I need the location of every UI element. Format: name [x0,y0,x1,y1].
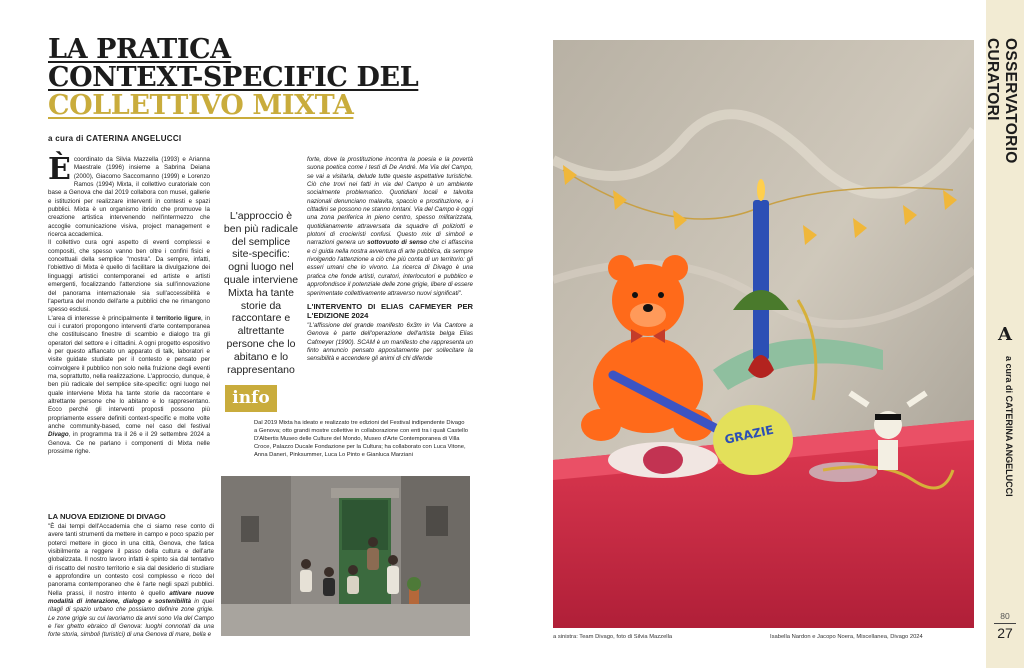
text-bold: territorio ligure [155,314,202,322]
text-run: forte, dove la prostituzione incontra la poesia e la povertà suona poetica come i testi di De André. Ma Via del Campo, se vai a visitarla, delude tutte queste aspettative turistiche. Ciò che trovi nei fatti in via del Campo è un ambiente socialmente problematico. Quotidiani locali e talvolta nazionali denunciano malavita, spaccio e prostituzione, e i cittadini se possono ne stanno lontani. Via del Campo è oggi una zona periferica in pieno centro, spesso militarizzata, quotidianamente attraversata da squadre di poliziotti e plotoni di crocieristi confusi. Questo mix di simboli e narrazioni genera un [307,156,473,247]
sidebar-credit: a cura di CATERINA ANGELUCCI [1004,356,1014,497]
byline: a cura di CATERINA ANGELUCCI [48,134,182,143]
info-box [221,385,472,475]
title-line-1: LA PRATICA [48,34,231,65]
text-italic: in quei ritagli di spazio urbano che possiamo definire zone grigie. Le zone grigie su cui lavoriamo da anni sono Via del Campo e l'ex ghetto ebraico di Genova: luoghi connotati da una forte storia, simboli (turistici) di una Genova di mare, bella e [48,598,214,639]
paragraph-via-del-campo [307,156,473,298]
section-title-vertical: OSSERVATORIO CURATORI [984,38,1019,164]
section-heading-cafmeyer: L'INTERVENTO DI ELIAS CAFMEYER PER L'EDIZIONE 2024 [307,301,473,320]
intro-text: coordinato da Silvia Mazzella (1993) e Arianna Maestrale (1996) insieme a Sabrina Deiana (2000), Giacomo Saccomanno (1999) e Lorenzo Ramos (1994) Mixta, il collettivo curatoriale con base a Genova che dal 2019 collabora con musei, gallerie e istituzioni per realizzare interventi in contesti e spazi pubblici. Mixta è un organismo ibrido che promuove la creazione artistica intervenendo nell'intermezzo che accoglie comunicazione visiva, project management e ricerca accademica. [48,156,210,239]
text-italic-bold: Divago [48,431,69,439]
paragraph-3 [48,315,210,457]
text-run: , in programma tra il 26 e il 29 settembre 2024 a Genova. Ce ne parlano i componenti di Mixta nelle prossime righe. [48,431,210,456]
paragraph-intro [48,152,210,239]
article-title [48,36,418,120]
sidebar [986,0,1024,668]
text-bold: attivare nuove modalità di interazione, dialogo e sostenibilità [48,589,214,606]
info-text: Dal 2019 Mixta ha ideato e realizzato tre edizioni del Festival indipendente Divago a Genova; otto grandi mostre collettive in collaborazione con enti tra i quali Castello D'Albertis Museo delle Culture del Mondo, Museo d'Arte Contemporanea di Villa Croce, Palazzo Ducale Fondazione per la Cultura; ha collaborato con Luca Vitone, Anna Daneri, Pinksummer, Luca Lo Pinto e Gianluca Marziani [254,420,468,458]
text-bold: sottovuoto di senso [367,239,427,247]
article-column-1 [48,152,210,456]
team-photo-illustration [221,476,470,636]
svg-text:GRAZIE: GRAZIE [723,422,775,447]
caption-right: Isabella Nardon e Jacopo Noera, Miscellanea, Divago 2024 [770,634,923,640]
pull-quote: L'approccio è ben più radicale del semplice site-specific: ogni luogo nel quale interviene Mixta ha tante storie da raccontare e altrettante persone che lo abitano e lo rappresentano [223,210,299,376]
page-divider [994,623,1016,624]
page-number-small: 80 [1000,611,1010,621]
drop-cap: È [48,152,71,187]
paragraph-cafmeyer: "L'affissione del grande manifesto 6x3m in Via Cantore a Genova è parte dell'operazione dell'artista belga Elias Cafmeyer (1990). SCAM è un manifesto che rappresenta un finto annuncio pensato appositamente per sollecitare la sensibilità e accendere gli animi di chi difende [307,321,473,363]
paragraph-divago [48,523,214,640]
text-run: , in cui i curatori propongono interventi d'arte contemporanea che costituiscano finestre di scambio e dialogo tra gli operatori del settore e i cittadini. A ogni progetto espositivo è per questo affiancato un apparato di talk, laboratori e visite guidate studiate per il contesto e pensato per coinvolgere il pubblico non solo nella fruizione degli eventi ma, soprattutto, nella realizzazione. L'approccio, dunque, è ben più radicale del semplice site-specific: ogni luogo nel quale interviene Mixta ha tante storie da raccontare e altrettante persone che lo abitano e lo rappresentano. Ecco perché gli interventi proposti possono più propriamente essere definiti context-specific e molte volte anche community-based, come nel caso del festival [48,314,210,430]
article-column-1-lower [48,508,214,640]
section-heading-divago: LA NUOVA EDIZIONE DI DIVAGO [48,512,166,521]
text-run: che ci affascina e ci guida nella nostra avventura di arte pubblica, da sempre rivolgendo l'attenzione a ciò che più conta di un territorio: gli esseri umani che lo vivono. La ricerca di Divago è una pratica che fonde artisti, curatori, interlocutori e pubblico e approfondisce il potenziale delle zone grigie, libere di essere sperimentate collettivamente attraverso nuovi significati". [307,239,474,297]
info-badge: info [225,385,277,412]
page-number: 27 [997,625,1013,641]
team-photo [221,476,470,636]
title-line-2: CONTEXT-SPECIFIC DEL [48,62,419,93]
title-line-3: COLLETTIVO MIXTA [48,90,354,121]
text-run: L'area di interesse è principalmente il [48,314,156,322]
caption-left: a sinistra: Team Divago, foto di Silvia Mazzella [553,634,673,640]
section-logo-icon: A [998,324,1012,345]
article-column-3 [307,156,473,364]
text-run: "È dai tempi dell'Accademia che ci siamo rese conto di avere tanti strumenti da mettere in campo e poco spazio per poterci mettere in gioco in una città, Genova, che fatica visibilmente a reggere il passo della cultura e dell'arte globalizzata. Il nostro lavoro infatti è spinto sia dal tentativo di riscatto del nostro territorio e sia dal desiderio di studiare e approfondire un contesto così complesso e ricco del panorama contemporaneo che è l'arte negli spazi pubblici. Nella prassi, il nostro intento è quello [48,523,214,597]
still-life-photo [553,40,974,628]
paragraph-2: Il collettivo cura ogni aspetto di eventi complessi e compositi, che spesso vanno ben oltre i confini fisici e concettuali della semplice "mostra". Da sempre, infatti, l'obiettivo di Mixta è quello di facilitare la divulgazione dei linguaggi artistici contemporanei ed artiste e artisti emergenti, focalizzando l'attenzione sia sull'innovazione del panorama internazionale sia sull'accessibilità e l'apertura del mondo dell'arte a pubblici che ne rimangono spesso esclusi. [48,239,210,314]
still-life-illustration [553,40,974,628]
